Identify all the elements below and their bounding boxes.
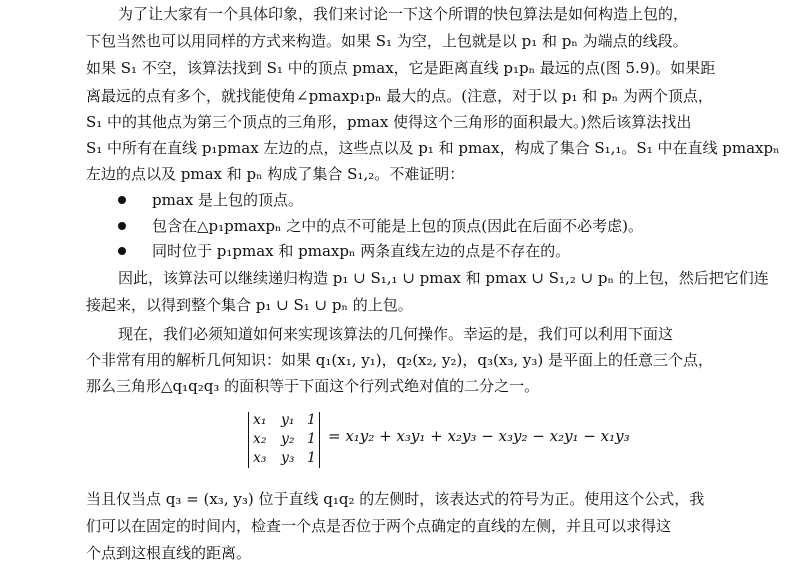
text-line: 当且仅当点 q₃ = (x₃, y₃) 位于直线 q₁q₂ 的左侧时，该表达式的符号为正。使用这个公式，我 <box>86 490 705 508</box>
bullet-text: 同时位于 p₁pmax 和 pmaxpₙ 两条直线左边的点是不存在的。 <box>152 242 571 260</box>
text-line: 下包当然也可以用同样的方式来构造。如果 S₁ 为空，上包就是以 p₁ 和 pₙ 为端点的线段。 <box>86 32 688 50</box>
bullet-text: 包含在△p₁pmaxpₙ 之中的点不可能是上包的顶点(因此在后面不必考虑)。 <box>152 217 643 235</box>
text-line: 个点到这根直线的距离。 <box>86 544 252 562</box>
text-line: 们可以在固定的时间内，检查一个点是否位于两个点确定的直线的左侧，并且可以求得这 <box>86 517 672 535</box>
determinant-matrix <box>248 412 320 468</box>
matrix-cell: x₂ <box>253 431 267 447</box>
bullet-text: pmax 是上包的顶点。 <box>152 191 303 209</box>
determinant-expansion: = x₁y₂ + x₃y₁ + x₂y₃ − x₃y₂ − x₂y₁ − x₁y₃ <box>328 427 630 445</box>
text-line: 个非常有用的解析几何知识：如果 q₁(x₁, y₁)，q₂(x₂, y₂)，q₃(x₃, y₃) 是平面上的任意三个点， <box>86 351 713 369</box>
bullet-icon <box>118 222 126 230</box>
text-line: 离最远的点有多个，就找能使角∠pmaxp₁pₙ 最大的点。(注意，对于以 p₁ 和 pₙ 为两个顶点， <box>86 87 713 105</box>
text-line: 那么三角形△q₁q₂q₃ 的面积等于下面这个行列式绝对值的二分之一。 <box>86 377 540 395</box>
matrix-cell: x₃ <box>253 450 267 466</box>
bullet-icon <box>118 196 126 204</box>
matrix-cell: 1 <box>307 431 316 447</box>
text-line: S₁ 中所有在直线 p₁pmax 左边的点，这些点以及 p₁ 和 pmax，构成了集合 S₁,₁。S₁ 中在直线 pmaxpₙ <box>86 139 780 157</box>
text-line: 现在，我们必须知道如何来实现该算法的几何操作。幸运的是，我们可以利用下面这 <box>118 325 674 343</box>
bullet-icon <box>118 247 126 255</box>
matrix-cell: y₃ <box>281 450 295 466</box>
matrix-cell: 1 <box>307 450 316 466</box>
matrix-cell: x₁ <box>253 412 267 428</box>
matrix-cell: 1 <box>307 412 316 428</box>
text-line: 如果 S₁ 不空，该算法找到 S₁ 中的顶点 pmax，它是距离直线 p₁pₙ 最远的点(图 5.9)。如果距 <box>86 59 716 77</box>
matrix-cell: y₂ <box>281 431 295 447</box>
text-line: 左边的点以及 pmax 和 pₙ 构成了集合 S₁,₂。不难证明： <box>86 165 465 183</box>
matrix-cell: y₁ <box>281 412 295 428</box>
text-line: 接起来，以得到整个集合 p₁ ∪ S₁ ∪ pₙ 的上包。 <box>86 296 413 314</box>
text-line: 为了让大家有一个具体印象，我们来讨论一下这个所谓的快包算法是如何构造上包的， <box>118 5 689 23</box>
text-line: 因此，该算法可以继续递归构造 p₁ ∪ S₁,₁ ∪ pmax 和 pmax ∪ S₁,₂ ∪ pₙ 的上包，然后把它们连 <box>118 269 769 287</box>
text-line: S₁ 中的其他点为第三个顶点的三角形，pmax 使得这个三角形的面积最大。)然后该算法找出 <box>86 113 692 131</box>
